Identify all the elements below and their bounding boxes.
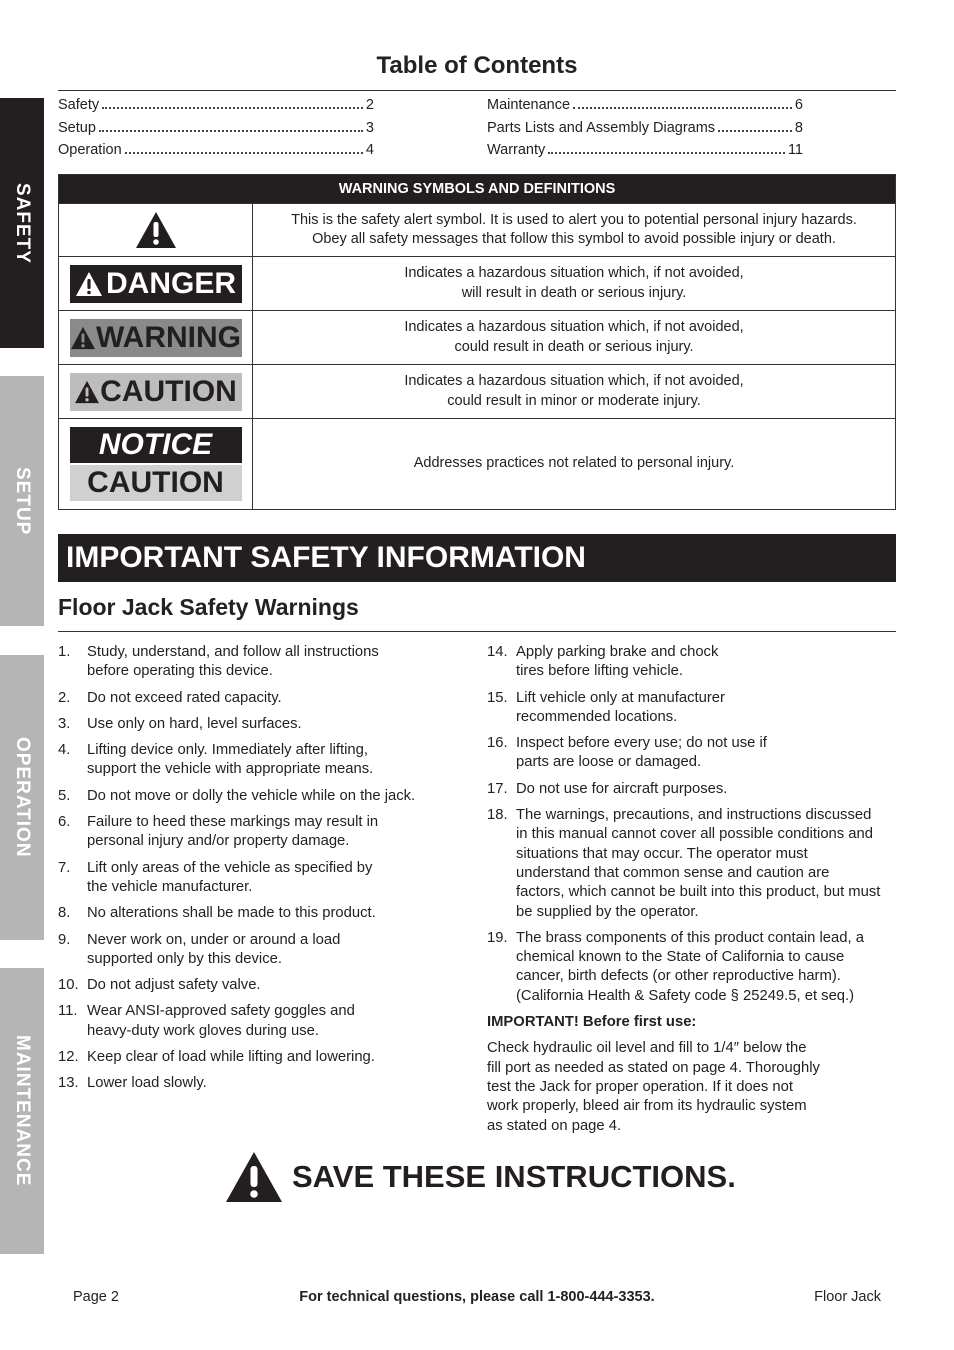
warning-definition — [253, 311, 895, 364]
warning-symbol-cell — [59, 311, 253, 364]
warning-row-danger — [59, 256, 895, 310]
item-number: 18. — [487, 807, 508, 824]
caution-label-text: CAUTION — [100, 374, 237, 408]
tab-maintenance[interactable] — [0, 968, 44, 1254]
warning-table-header: WARNING SYMBOLS AND DEFINITIONS — [59, 175, 895, 203]
item-number: 7. — [58, 859, 71, 876]
item-number: 14. — [487, 644, 508, 660]
item-text: Lift vehicle only at manufacturer recommended locations. — [516, 689, 725, 725]
warning-row-caution — [59, 364, 895, 418]
danger-symbol-cell — [59, 257, 253, 310]
warning-definition — [253, 204, 895, 256]
warning-row-warning — [59, 310, 895, 364]
item-text: The warnings, precautions, and instructions discussed in this manual cannot cover all possible conditions and situations that may occur. The operator must understand that common sense and caution are factors, which cannot be built into this product, but must be supplied by the operator. — [516, 807, 881, 920]
toc-item-label: Maintenance — [487, 97, 571, 113]
item-number: 9. — [58, 931, 71, 948]
toc-leader-dots — [573, 107, 792, 109]
warnings-list-left — [58, 643, 458, 1101]
tab-safety-label: SAFETY — [12, 182, 33, 264]
list-item — [487, 780, 897, 799]
notice-label: NOTICE — [70, 427, 242, 463]
list-item — [58, 859, 458, 898]
warning-definition — [253, 365, 895, 418]
tab-operation-label: OPERATION — [12, 737, 33, 858]
item-number: 1. — [58, 644, 71, 660]
toc-item-maintenance[interactable] — [487, 97, 803, 120]
toc-leader-dots — [548, 152, 785, 154]
list-item — [58, 1074, 458, 1093]
tab-safety[interactable] — [0, 98, 44, 348]
item-text: Do not exceed rated capacity. — [87, 689, 282, 706]
toc-item-label: Operation — [58, 142, 122, 158]
caution-label — [70, 373, 242, 411]
item-number: 15. — [487, 689, 508, 706]
tab-maintenance-label: MAINTENANCE — [12, 1035, 33, 1187]
notice-caution-stack — [70, 427, 242, 501]
warnings-list-right — [487, 643, 897, 1136]
item-text: Apply parking brake and chock tires before lifting vehicle. — [516, 644, 719, 680]
item-text: Failure to heed these markings may result in personal injury and/or property damage. — [87, 814, 379, 850]
alert-triangle-icon — [74, 380, 100, 404]
item-text: Never work on, under or around a load supported only by this device. — [87, 931, 341, 967]
toc-right-column — [487, 97, 803, 165]
item-number: 13. — [58, 1075, 79, 1092]
list-item — [487, 689, 897, 728]
item-number: 2. — [58, 689, 71, 706]
list-item — [58, 643, 458, 682]
toc-item-safety[interactable] — [58, 97, 374, 120]
item-text: No alterations shall be made to this product. — [87, 905, 376, 922]
item-text: Do not adjust safety valve. — [87, 977, 261, 994]
danger-label — [70, 265, 242, 303]
toc-item-label: Setup — [58, 119, 96, 136]
item-number: 3. — [58, 715, 71, 732]
warning-label — [70, 319, 242, 357]
list-item — [58, 976, 458, 995]
list-item — [58, 689, 458, 708]
item-number: 16. — [487, 735, 508, 752]
warning-definition — [253, 257, 895, 310]
warning-label-text: WARNING — [96, 320, 241, 354]
list-item — [58, 1002, 458, 1041]
toc-left-column — [58, 97, 374, 165]
definition-line: will result in death or serious injury. — [461, 284, 687, 301]
caution-symbol-cell — [59, 365, 253, 418]
toc-item-page: 4 — [365, 142, 374, 158]
list-item — [58, 1048, 458, 1067]
item-text: Inspect before every use; do not use if parts are loose or damaged. — [516, 735, 767, 771]
warning-definition — [253, 419, 895, 509]
list-item — [487, 643, 897, 682]
toc-item-page: 11 — [787, 142, 803, 158]
toc-item-operation[interactable] — [58, 142, 374, 165]
toc-item-page: 8 — [794, 119, 803, 136]
subtitle-divider — [58, 631, 896, 632]
item-number: 8. — [58, 905, 71, 922]
save-instructions — [224, 1150, 736, 1204]
alert-triangle-icon — [224, 1150, 284, 1204]
toc-item-label: Safety — [58, 97, 100, 113]
definition-line: could result in minor or moderate injury. — [447, 392, 701, 409]
item-text: Do not use for aircraft purposes. — [516, 780, 728, 797]
item-number: 6. — [58, 814, 71, 831]
toc-leader-dots — [125, 152, 363, 154]
item-number: 17. — [487, 780, 508, 797]
toc-item-warranty[interactable] — [487, 142, 803, 165]
footer-product-name: Floor Jack — [814, 1289, 881, 1305]
definition-line: could result in death or serious injury. — [454, 338, 694, 355]
toc-leader-dots — [102, 107, 363, 109]
alert-symbol-cell — [59, 204, 253, 256]
item-text: Lower load slowly. — [87, 1075, 207, 1092]
section-banner: IMPORTANT SAFETY INFORMATION — [58, 534, 896, 582]
item-number: 10. — [58, 977, 79, 994]
alert-triangle-icon — [75, 271, 103, 297]
item-text: Do not move or dolly the vehicle while on the jack. — [87, 787, 416, 804]
footer-page-number: Page 2 — [73, 1289, 119, 1305]
caution-label: CAUTION — [70, 465, 242, 501]
section-subtitle: Floor Jack Safety Warnings — [58, 594, 359, 620]
toc-title: Table of Contents — [376, 52, 578, 79]
item-text: Wear ANSI-approved safety goggles and heavy-duty work gloves during use. — [87, 1003, 355, 1039]
alert-triangle-icon — [70, 326, 96, 350]
warning-row-alert — [59, 203, 895, 256]
important-text: Check hydraulic oil level and fill to 1/4″ below the fill port as needed as stated on page 4. Thoroughly test the Jack for proper operation. If it does not work properly, bleed air from its hydraulic system as stated on page 4. — [487, 1040, 820, 1134]
toc-item-page: 2 — [365, 97, 374, 113]
item-number: 4. — [58, 742, 71, 759]
tab-operation[interactable] — [0, 655, 44, 940]
item-text: Lift only areas of the vehicle as specified by the vehicle manufacturer. — [87, 859, 373, 895]
toc-leader-dots — [718, 130, 792, 132]
item-number: 5. — [58, 787, 71, 804]
footer-tech-support: For technical questions, please call 1-800-444-3353. — [299, 1289, 655, 1305]
toc-divider — [58, 90, 896, 91]
item-text: Use only on hard, level surfaces. — [87, 715, 302, 732]
danger-label-text: DANGER — [105, 266, 236, 300]
item-text: Lifting device only. Immediately after lifting, support the vehicle with appropriate means. — [87, 742, 374, 778]
item-number: 19. — [487, 929, 508, 946]
item-number: 12. — [58, 1049, 79, 1066]
item-text: The brass components of this product contain lead, a chemical known to the State of California to cause cancer, birth defects (or other reproductive harm). (California Health & Safety code § 25249.5, et seq.) — [516, 929, 864, 1004]
item-number: 11. — [58, 1003, 78, 1020]
toc-item-setup[interactable] — [58, 120, 374, 143]
toc-item-label: Parts Lists and Assembly Diagrams — [487, 119, 716, 136]
tab-setup-label: SETUP — [12, 466, 33, 536]
toc-item-label: Warranty — [487, 142, 546, 158]
toc-item-page: 3 — [365, 119, 374, 136]
warning-row-notice — [59, 418, 895, 509]
definition-line: Addresses practices not related to personal injury. — [413, 455, 735, 472]
list-item — [58, 813, 458, 852]
list-item — [58, 904, 458, 923]
list-item — [487, 929, 897, 1006]
list-item — [487, 734, 897, 773]
notice-symbol-cell — [59, 419, 253, 509]
list-item — [58, 787, 458, 806]
toc-leader-dots — [99, 130, 363, 132]
toc-item-parts[interactable] — [487, 120, 803, 143]
definition-line: This is the safety alert symbol. It is used to alert you to potential personal injury hazards. — [291, 211, 857, 228]
toc-item-page: 6 — [794, 97, 803, 113]
warning-symbols-table — [58, 174, 896, 510]
list-item — [58, 931, 458, 970]
list-item — [487, 806, 897, 922]
important-label: IMPORTANT! Before first use: — [487, 1014, 697, 1031]
save-instructions-text: SAVE THESE INSTRUCTIONS. — [292, 1159, 736, 1194]
definition-line: Indicates a hazardous situation which, if not avoided, — [404, 319, 744, 335]
alert-triangle-icon — [134, 210, 178, 250]
item-text: Keep clear of load while lifting and lowering. — [87, 1049, 375, 1066]
list-item — [58, 741, 458, 780]
definition-line: Indicates a hazardous situation which, if not avoided, — [404, 265, 744, 281]
item-text: Study, understand, and follow all instructions before operating this device. — [87, 644, 379, 680]
list-item — [58, 715, 458, 734]
tab-setup[interactable] — [0, 376, 44, 626]
definition-line: Indicates a hazardous situation which, if not avoided, — [404, 373, 744, 389]
definition-line: Obey all safety messages that follow this symbol to avoid possible injury or death. — [312, 231, 836, 247]
